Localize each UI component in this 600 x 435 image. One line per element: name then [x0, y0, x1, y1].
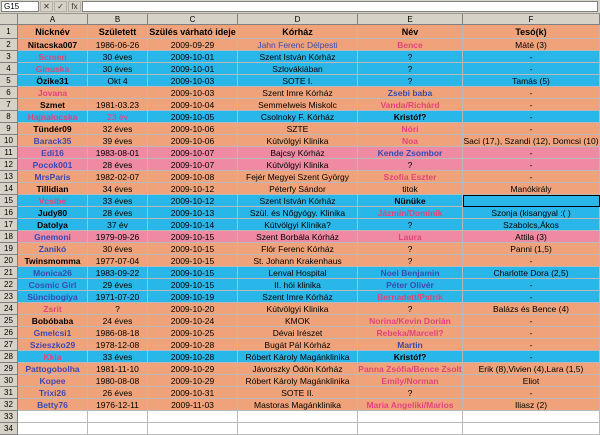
table-cell[interactable]: - — [463, 351, 600, 363]
table-cell[interactable]: 2009-09-29 — [148, 39, 238, 51]
table-cell[interactable]: 29 éves — [88, 279, 148, 291]
column-title-cell[interactable]: Nicknév — [18, 25, 88, 39]
table-row[interactable] — [0, 375, 600, 387]
row-header[interactable]: 30 — [0, 375, 18, 387]
table-cell[interactable]: SOTE II. — [238, 387, 358, 399]
table-cell[interactable]: Kende Zsombor — [358, 147, 463, 159]
row-header[interactable]: 28 — [0, 351, 18, 363]
column-title-cell[interactable]: Született — [88, 25, 148, 39]
table-cell[interactable]: Laura — [358, 231, 463, 243]
column-header-c[interactable]: C — [148, 14, 238, 25]
table-cell[interactable]: - — [463, 255, 600, 267]
table-row[interactable] — [0, 231, 600, 243]
table-cell[interactable]: 2009-10-24 — [148, 315, 238, 327]
table-cell[interactable]: Martin — [358, 339, 463, 351]
table-cell[interactable]: 1986-06-26 — [88, 39, 148, 51]
table-cell[interactable]: Zsebi baba — [358, 87, 463, 99]
table-cell[interactable]: Nitacska007 — [18, 39, 88, 51]
close-icon[interactable]: ✕ — [40, 1, 53, 12]
table-cell[interactable]: 2009-11-03 — [148, 399, 238, 411]
table-cell[interactable]: 2009-10-06 — [148, 123, 238, 135]
table-cell[interactable]: II. hói klinika — [238, 279, 358, 291]
table-cell[interactable]: 2009-10-29 — [148, 375, 238, 387]
table-cell[interactable]: titok — [358, 183, 463, 195]
row-header[interactable]: 26 — [0, 327, 18, 339]
row-header[interactable]: 25 — [0, 315, 18, 327]
table-cell[interactable]: Pattogobolha — [18, 363, 88, 375]
table-row[interactable] — [0, 75, 600, 87]
table-cell[interactable]: 2009-10-07 — [148, 159, 238, 171]
table-cell[interactable]: Hajnalocska — [18, 111, 88, 123]
table-cell[interactable]: - — [463, 99, 600, 111]
table-cell[interactable]: - — [463, 279, 600, 291]
table-cell[interactable]: 2009-10-05 — [148, 111, 238, 123]
table-cell[interactable]: Gnemoni — [18, 231, 88, 243]
column-title-cell[interactable]: Kórház — [238, 25, 358, 39]
table-cell[interactable]: ? — [358, 75, 463, 87]
table-cell[interactable]: 30 éves — [88, 51, 148, 63]
table-cell[interactable]: Róbert Károly Magánklinika — [238, 351, 358, 363]
table-cell[interactable]: 2009-10-15 — [148, 231, 238, 243]
table-cell[interactable]: 23 év — [88, 111, 148, 123]
column-header-b[interactable]: B — [88, 14, 148, 25]
table-cell[interactable]: ? — [358, 255, 463, 267]
table-cell[interactable]: 1979-09-26 — [88, 231, 148, 243]
table-cell[interactable]: Balázs és Bence (4) — [463, 303, 600, 315]
table-cell[interactable]: Szmet — [18, 99, 88, 111]
table-row[interactable] — [0, 363, 600, 375]
formula-bar — [0, 0, 600, 14]
table-cell[interactable]: Szent Imre Kórház — [238, 291, 358, 303]
column-title-cell[interactable]: Szülés várható ideje — [148, 25, 238, 39]
table-cell[interactable]: 2009-10-01 — [148, 51, 238, 63]
table-cell[interactable]: ? — [358, 219, 463, 231]
row-header[interactable]: 32 — [0, 399, 18, 411]
row-header[interactable]: 34 — [0, 423, 18, 435]
table-cell[interactable]: Bernadett/Patrik — [358, 291, 463, 303]
table-cell[interactable]: Róbert Károly Magánklinika — [238, 375, 358, 387]
table-cell[interactable]: Jávorszky Ödön Kórház — [238, 363, 358, 375]
table-row[interactable] — [0, 315, 600, 327]
table-row[interactable] — [0, 243, 600, 255]
table-row[interactable] — [0, 303, 600, 315]
table-cell[interactable] — [148, 411, 238, 423]
table-row[interactable] — [0, 279, 600, 291]
table-cell[interactable]: 28 éves — [88, 159, 148, 171]
table-cell[interactable]: Máté (3) — [463, 39, 600, 51]
table-cell[interactable]: Szent Imre Kórház — [238, 87, 358, 99]
table-cell[interactable]: 2009-10-15 — [148, 255, 238, 267]
row-header[interactable]: 8 — [0, 111, 18, 123]
table-cell[interactable]: - — [463, 327, 600, 339]
row-header[interactable]: 21 — [0, 267, 18, 279]
column-title-cell[interactable]: Tesó(k) — [463, 25, 600, 39]
table-cell[interactable]: Bugát Pál Kórház — [238, 339, 358, 351]
table-cell[interactable]: Lenval Hospital — [238, 267, 358, 279]
table-cell[interactable]: Szlovákiában — [238, 63, 358, 75]
table-cell[interactable]: Nünüke — [358, 195, 463, 207]
table-cell[interactable]: - — [463, 387, 600, 399]
table-row[interactable] — [0, 63, 600, 75]
table-cell[interactable]: MrsParis — [18, 171, 88, 183]
table-cell[interactable]: Dévai Irészet — [238, 327, 358, 339]
column-header-d[interactable]: D — [238, 14, 358, 25]
table-cell[interactable]: Attila (3) — [463, 231, 600, 243]
table-cell[interactable] — [18, 423, 88, 435]
table-cell[interactable]: Saci (17,), Szandi (12), Domcsi (10) — [463, 135, 599, 146]
table-cell[interactable]: ? — [358, 243, 463, 255]
table-cell[interactable] — [88, 87, 148, 99]
table-cell[interactable]: Szieszko29 — [18, 339, 88, 351]
table-cell[interactable]: 2009-10-19 — [148, 291, 238, 303]
table-cell[interactable]: 1977-07-04 — [88, 255, 148, 267]
table-cell[interactable]: Tillidian — [18, 183, 88, 195]
table-cell[interactable]: Bence — [358, 39, 463, 51]
column-title-cell[interactable]: Név — [358, 25, 463, 39]
table-cell[interactable]: SZTE — [238, 123, 358, 135]
table-cell[interactable] — [148, 423, 238, 435]
table-row[interactable] — [0, 291, 600, 303]
table-cell[interactable]: Cosmic Girl — [18, 279, 88, 291]
row-header[interactable]: 20 — [0, 255, 18, 267]
table-cell[interactable]: 2009-10-01 — [148, 63, 238, 75]
table-cell[interactable]: Twinsmomma — [18, 255, 88, 267]
table-cell[interactable]: Pocok001 — [18, 159, 88, 171]
table-cell[interactable]: Szabolcs,Ákos — [463, 219, 600, 231]
table-cell[interactable]: Panna Zsófia/Bence Zsolt — [358, 363, 462, 374]
table-cell[interactable]: ? — [358, 63, 463, 75]
table-cell[interactable]: 1971-07-20 — [88, 291, 148, 303]
table-cell[interactable]: Kopee — [18, 375, 88, 387]
table-cell[interactable]: 2009-10-28 — [148, 351, 238, 363]
table-cell[interactable]: Zsrit — [18, 303, 88, 315]
table-cell[interactable]: 1976-12-11 — [88, 399, 148, 411]
table-cell[interactable]: Screen — [18, 51, 88, 63]
table-row[interactable] — [0, 423, 600, 435]
table-cell[interactable]: ? — [358, 51, 463, 63]
table-row[interactable] — [0, 351, 600, 363]
table-cell[interactable]: Szofia Eszter — [358, 171, 463, 183]
table-cell[interactable]: - — [463, 315, 600, 327]
column-header-row — [0, 14, 600, 25]
column-header-e[interactable]: E — [358, 14, 463, 25]
row-header[interactable]: 12 — [0, 159, 18, 171]
table-cell[interactable]: Flór Ferenc Kórház — [238, 243, 358, 255]
table-cell[interactable]: 26 éves — [88, 387, 148, 399]
table-cell[interactable] — [358, 423, 463, 435]
table-cell[interactable]: Vcsibe — [18, 195, 88, 207]
table-cell[interactable]: Péterfy Sándor — [238, 183, 358, 195]
table-row[interactable] — [0, 111, 600, 123]
row-header[interactable]: 10 — [0, 135, 18, 147]
table-cell[interactable]: Özike31 — [18, 75, 88, 87]
table-cell[interactable]: Szent István Kórház — [238, 51, 358, 63]
table-row[interactable] — [0, 411, 600, 423]
table-cell[interactable]: - — [463, 159, 600, 171]
table-cell[interactable]: KMOK — [238, 315, 358, 327]
row-header[interactable]: 4 — [0, 63, 18, 75]
table-cell[interactable]: 1982-02-07 — [88, 171, 148, 183]
row-header[interactable]: 17 — [0, 219, 18, 231]
row-header[interactable]: 1 — [0, 25, 18, 39]
table-cell[interactable]: - — [463, 291, 600, 303]
row-header[interactable]: 14 — [0, 183, 18, 195]
table-cell[interactable]: 2009-10-03 — [148, 75, 238, 87]
table-cell[interactable]: Panni (1,5) — [463, 243, 600, 255]
table-cell[interactable]: Szent István Kórház — [238, 195, 358, 207]
table-row[interactable] — [0, 399, 600, 411]
table-cell[interactable]: 2009-10-15 — [148, 279, 238, 291]
table-row[interactable] — [0, 327, 600, 339]
table-cell[interactable]: SOTE I. — [238, 75, 358, 87]
table-cell[interactable]: Datolya — [18, 219, 88, 231]
row-header[interactable]: 6 — [0, 87, 18, 99]
table-cell[interactable]: Mastoras Magánklinika — [238, 399, 358, 411]
row-header[interactable]: 9 — [0, 123, 18, 135]
table-cell[interactable]: ? — [358, 387, 463, 399]
table-row[interactable] — [0, 183, 600, 195]
table-cell[interactable]: 33 éves — [88, 351, 148, 363]
table-cell[interactable]: Bobóbaba — [18, 315, 88, 327]
table-cell[interactable] — [358, 411, 463, 423]
table-cell[interactable] — [88, 411, 148, 423]
table-cell[interactable]: 37 év — [88, 219, 148, 231]
table-cell[interactable] — [88, 423, 148, 435]
table-cell[interactable]: Okt 4 — [88, 75, 148, 87]
table-cell[interactable]: Tündér09 — [18, 123, 88, 135]
table-row[interactable] — [0, 99, 600, 111]
table-cell[interactable]: Noel Benjamin — [358, 267, 463, 279]
row-header[interactable]: 11 — [0, 147, 18, 159]
table-cell[interactable]: 2009-10-12 — [148, 183, 238, 195]
table-cell[interactable]: 2009-10-20 — [148, 303, 238, 315]
table-cell[interactable] — [18, 411, 88, 423]
row-header[interactable]: 7 — [0, 99, 18, 111]
table-cell[interactable]: 28 éves — [88, 207, 148, 219]
row-header[interactable]: 33 — [0, 411, 18, 423]
table-cell[interactable] — [463, 195, 600, 207]
table-cell[interactable]: St. Johann Krakenhaus — [238, 255, 358, 267]
table-cell[interactable]: Jovana — [18, 87, 88, 99]
column-header-f[interactable]: F — [463, 14, 600, 25]
table-cell[interactable]: Kútvölgyi Klinika — [238, 159, 358, 171]
check-icon[interactable]: ✓ — [54, 1, 67, 12]
table-cell[interactable]: 2009-10-28 — [148, 339, 238, 351]
table-cell[interactable]: 2009-10-04 — [148, 99, 238, 111]
table-cell[interactable]: 1981-11-10 — [88, 363, 148, 375]
table-cell[interactable]: 2009-10-03 — [148, 87, 238, 99]
table-cell[interactable]: Norina/Kevin Dorián — [358, 315, 463, 327]
table-row[interactable] — [0, 195, 600, 207]
table-cell[interactable]: - — [463, 51, 600, 63]
table-cell[interactable]: Bajcsy Kórház — [238, 147, 358, 159]
table-cell[interactable]: ? — [88, 303, 148, 315]
table-cell[interactable]: Szent Borbála Kórház — [238, 231, 358, 243]
table-row[interactable] — [0, 171, 600, 183]
table-cell[interactable]: Iliasz (2) — [463, 399, 600, 411]
row-header[interactable]: 24 — [0, 303, 18, 315]
table-cell[interactable]: ? — [358, 159, 463, 171]
table-row[interactable] — [0, 219, 600, 231]
table-cell[interactable]: Nóri — [358, 123, 463, 135]
table-cell[interactable]: Kútvölgyi Klinika — [238, 135, 358, 147]
table-cell[interactable]: 2009-10-15 — [148, 243, 238, 255]
table-cell[interactable]: Kristóf? — [358, 111, 463, 123]
table-cell[interactable]: 32 éves — [88, 123, 148, 135]
table-cell[interactable]: 1986-08-18 — [88, 327, 148, 339]
table-cell[interactable]: Süncibogiya — [18, 291, 88, 303]
table-row[interactable] — [0, 207, 600, 219]
table-cell[interactable]: 2009-10-25 — [148, 327, 238, 339]
table-row[interactable] — [0, 255, 600, 267]
table-row[interactable] — [0, 339, 600, 351]
table-cell[interactable]: Szonja (kisangyal :( ) — [463, 207, 600, 219]
table-cell[interactable]: Kútvölgyi Klinika? — [238, 219, 358, 231]
table-cell[interactable]: Szül. és Nőgyógy. Klinika — [238, 207, 358, 219]
table-cell[interactable]: Kkia — [18, 351, 88, 363]
table-cell[interactable]: 1980-08-08 — [88, 375, 148, 387]
table-cell[interactable]: 34 éves — [88, 183, 148, 195]
table-cell[interactable]: Fejér Megyei Szent György — [238, 171, 358, 183]
table-cell[interactable] — [463, 411, 600, 423]
table-cell[interactable]: Maria Angeliki/Marios — [358, 399, 463, 411]
table-cell[interactable]: Gmelcsi1 — [18, 327, 88, 339]
table-cell[interactable]: ? — [358, 303, 463, 315]
row-header[interactable]: 16 — [0, 207, 18, 219]
table-cell[interactable]: 2009-10-07 — [148, 147, 238, 159]
row-header[interactable]: 15 — [0, 195, 18, 207]
table-cell[interactable]: Zanikó — [18, 243, 88, 255]
table-cell[interactable]: - — [463, 87, 600, 99]
table-cell[interactable]: Kristóf? — [358, 351, 463, 363]
table-row[interactable] — [0, 135, 600, 147]
table-cell[interactable]: - — [463, 171, 600, 183]
table-cell[interactable]: 2009-10-08 — [148, 171, 238, 183]
table-cell[interactable]: Edi16 — [18, 147, 88, 159]
table-cell[interactable]: 33 éves — [88, 195, 148, 207]
row-header[interactable]: 3 — [0, 51, 18, 63]
table-cell[interactable]: Betty76 — [18, 399, 88, 411]
row-header[interactable]: 23 — [0, 291, 18, 303]
formula-input[interactable] — [82, 1, 598, 12]
table-cell[interactable]: 2009-10-15 — [148, 267, 238, 279]
table-cell[interactable]: Judy80 — [18, 207, 88, 219]
select-all-corner[interactable] — [0, 14, 18, 25]
table-cell[interactable]: 2009-10-31 — [148, 387, 238, 399]
table-cell[interactable]: - — [463, 339, 600, 351]
row-header[interactable]: 19 — [0, 243, 18, 255]
table-cell[interactable]: 1983-09-22 — [88, 267, 148, 279]
table-cell[interactable]: Jázmin/Dominik — [358, 207, 463, 219]
row-header[interactable]: 29 — [0, 363, 18, 375]
table-cell[interactable]: Jahn Ferenc Délpesti — [238, 39, 358, 51]
table-cell[interactable]: 1981-03.23 — [88, 99, 148, 111]
table-cell[interactable]: Charlotte Dora (2,5) — [463, 267, 600, 279]
table-cell[interactable]: Erik (8),Vivien (4),Lara (1,5) — [463, 363, 600, 375]
table-cell[interactable]: Tamás (5) — [463, 75, 600, 87]
row-header[interactable]: 18 — [0, 231, 18, 243]
table-row[interactable] — [0, 387, 600, 399]
table-cell[interactable]: Kútvölgyi Klinika — [238, 303, 358, 315]
table-cell[interactable]: - — [463, 111, 600, 123]
name-box[interactable]: G15 — [1, 1, 39, 12]
table-cell[interactable]: Ginuska — [18, 63, 88, 75]
table-cell[interactable]: 39 éves — [88, 135, 148, 147]
table-cell[interactable]: Emily/Norman — [358, 375, 463, 387]
table-cell[interactable]: Péter Olivér — [358, 279, 463, 291]
table-header-row — [0, 25, 600, 39]
table-cell[interactable]: 2009-10-29 — [148, 363, 238, 375]
table-row[interactable] — [0, 267, 600, 279]
table-cell[interactable]: - — [463, 63, 600, 75]
table-row[interactable] — [0, 51, 600, 63]
table-cell[interactable]: 2009-10-13 — [148, 207, 238, 219]
table-cell[interactable]: 30 éves — [88, 243, 148, 255]
table-cell[interactable]: 1978-12-08 — [88, 339, 148, 351]
row-header[interactable]: 2 — [0, 39, 18, 51]
column-header-a[interactable]: A — [18, 14, 88, 25]
table-cell[interactable]: Eliot — [463, 375, 600, 387]
table-cell[interactable]: - — [463, 147, 600, 159]
table-cell[interactable]: 2009-10-06 — [148, 135, 238, 147]
table-cell[interactable]: Vanda/Richárd — [358, 99, 463, 111]
row-header[interactable]: 22 — [0, 279, 18, 291]
table-cell[interactable]: 30 éves — [88, 63, 148, 75]
table-row[interactable] — [0, 123, 600, 135]
table-cell[interactable]: 2009-10-12 — [148, 195, 238, 207]
table-row[interactable] — [0, 159, 600, 171]
table-cell[interactable]: Trixi26 — [18, 387, 88, 399]
table-cell[interactable]: Rebeka/Marcell? — [358, 327, 463, 339]
table-cell[interactable]: Noa — [358, 135, 463, 147]
table-row[interactable] — [0, 147, 600, 159]
table-row[interactable] — [0, 39, 600, 51]
row-header[interactable]: 31 — [0, 387, 18, 399]
table-cell[interactable]: - — [463, 123, 600, 135]
row-header[interactable]: 27 — [0, 339, 18, 351]
table-cell[interactable]: Csolnoky F. Kórház — [238, 111, 358, 123]
table-cell[interactable]: Monica26 — [18, 267, 88, 279]
table-cell[interactable] — [238, 423, 358, 435]
table-row[interactable] — [0, 87, 600, 99]
table-cell[interactable]: 1983-08-01 — [88, 147, 148, 159]
function-icon[interactable]: fx — [68, 1, 81, 12]
table-cell[interactable]: 2009-10-14 — [148, 219, 238, 231]
table-cell[interactable]: Manókirály — [463, 183, 600, 195]
row-header[interactable]: 13 — [0, 171, 18, 183]
table-cell[interactable]: 24 éves — [88, 315, 148, 327]
table-cell[interactable]: Semmelweis Miskolc — [238, 99, 358, 111]
table-cell[interactable] — [238, 411, 358, 423]
table-cell[interactable]: Barack35 — [18, 135, 88, 147]
table-cell[interactable] — [463, 423, 600, 435]
row-header[interactable]: 5 — [0, 75, 18, 87]
spreadsheet-grid[interactable] — [0, 25, 600, 435]
